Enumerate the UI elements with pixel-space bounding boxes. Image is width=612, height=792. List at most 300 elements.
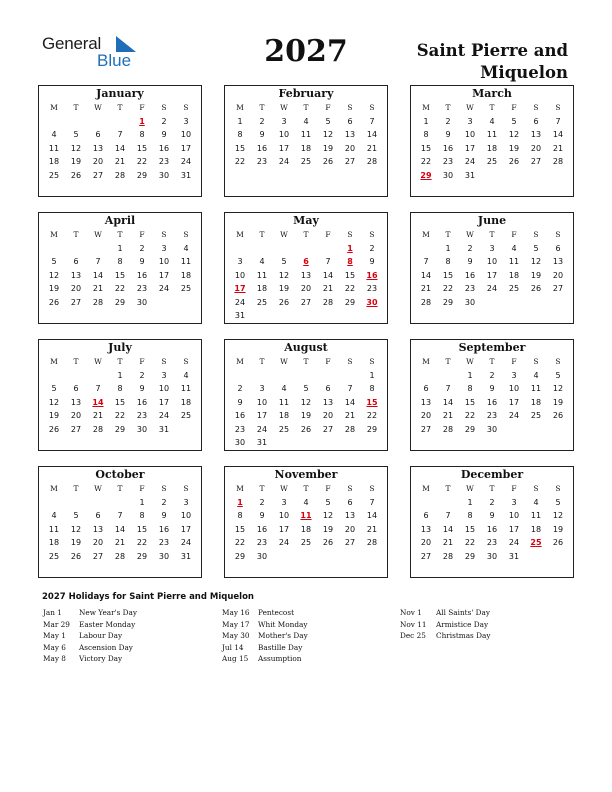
day-cell: 14	[114, 143, 126, 153]
day-cell: 1	[467, 497, 473, 507]
weekday-label: S	[183, 484, 189, 493]
holiday-date: May 30	[222, 631, 250, 640]
day-cell: 13	[344, 130, 356, 139]
day-cell: 19	[48, 411, 60, 420]
holiday-name: Assumption	[258, 654, 302, 663]
empty-cell	[295, 369, 317, 383]
day-cell: 13	[530, 130, 542, 139]
day-cell: 2	[237, 384, 243, 393]
day-cell: 25	[180, 284, 192, 293]
day-cell: 8	[237, 511, 243, 520]
day-cell: 2	[467, 243, 473, 253]
day-cell: 5	[73, 511, 79, 520]
day-cell: 10	[158, 257, 170, 266]
day-cell: 9	[467, 257, 473, 266]
day-cell: 11	[180, 257, 192, 266]
holiday-row	[43, 630, 137, 642]
day-cell: 14	[442, 524, 454, 534]
day-cell: 26	[552, 411, 564, 420]
holiday-date: May 16	[222, 608, 250, 617]
day-cell: 12	[70, 143, 82, 153]
month-march	[410, 85, 574, 197]
weekday-label: T	[489, 357, 495, 366]
month-april	[38, 212, 202, 324]
empty-cell	[317, 242, 339, 256]
month-day-grid	[229, 482, 383, 563]
day-cell: 5	[303, 384, 309, 393]
weekday-label: M	[236, 103, 244, 112]
day-cell: 3	[183, 116, 189, 126]
day-cell: 8	[237, 130, 243, 139]
day-cell: 7	[555, 116, 561, 126]
day-cell: 19	[278, 284, 290, 293]
weekday-label: F	[325, 357, 331, 366]
weekday-label: T	[303, 357, 309, 366]
day-cell: 30	[486, 424, 498, 434]
day-cell: 25	[300, 157, 312, 166]
day-cell: 10	[158, 384, 170, 393]
month-july	[38, 339, 202, 451]
day-cell: 13	[552, 257, 564, 266]
month-february	[224, 85, 388, 197]
empty-cell	[437, 496, 459, 510]
weekday-label: M	[422, 103, 430, 112]
day-cell: 4	[183, 370, 189, 380]
day-cell: 13	[300, 270, 312, 280]
day-cell: 10	[508, 384, 520, 393]
month-day-grid	[415, 101, 569, 182]
day-cell: 16	[442, 143, 454, 153]
day-cell: 27	[552, 284, 564, 293]
day-cell: 6	[555, 243, 561, 253]
day-cell: 9	[369, 257, 375, 266]
weekday-label: M	[422, 230, 430, 239]
empty-cell	[437, 369, 459, 383]
day-cell: 17	[256, 411, 268, 420]
day-cell: 16	[486, 397, 498, 407]
day-cell: 8	[423, 130, 429, 139]
day-cell: 20	[552, 270, 564, 280]
empty-cell	[87, 496, 109, 510]
day-cell: 23	[158, 538, 170, 547]
day-cell: 13	[420, 524, 432, 534]
day-cell: 15	[136, 143, 148, 153]
month-day-grid	[229, 355, 383, 450]
day-cell: 4	[511, 243, 517, 253]
day-cell: 20	[344, 143, 356, 153]
holiday-column	[400, 607, 490, 642]
day-cell: 13	[344, 511, 356, 520]
weekday-label: W	[466, 230, 474, 239]
weekday-label: S	[369, 484, 375, 493]
day-cell: 5	[511, 116, 517, 126]
holiday-name: Pentecost	[258, 608, 295, 617]
holiday-day-cell: 15	[366, 397, 378, 407]
weekday-label: M	[236, 357, 244, 366]
day-cell: 30	[136, 297, 148, 307]
day-cell: 25	[48, 551, 60, 561]
day-cell: 25	[278, 424, 290, 434]
day-cell: 15	[114, 397, 126, 407]
day-cell: 5	[325, 497, 331, 507]
day-cell: 16	[136, 397, 148, 407]
day-cell: 9	[489, 384, 495, 393]
weekday-label: M	[422, 484, 430, 493]
day-cell: 17	[508, 524, 520, 534]
day-cell: 1	[117, 370, 123, 380]
day-cell: 7	[445, 384, 451, 393]
weekday-label: W	[94, 357, 102, 366]
day-cell: 16	[486, 524, 498, 534]
holiday-date: Nov 1	[400, 608, 422, 617]
day-cell: 16	[256, 143, 268, 153]
weekday-label: F	[325, 230, 331, 239]
holiday-date: Mar 29	[43, 619, 70, 629]
day-cell: 3	[281, 116, 287, 126]
day-cell: 26	[322, 538, 334, 547]
holiday-date: Jul 14	[222, 642, 244, 652]
weekday-label: T	[445, 484, 451, 493]
day-cell: 27	[92, 551, 104, 561]
empty-cell	[251, 242, 273, 256]
day-cell: 26	[70, 170, 82, 180]
empty-cell	[415, 242, 437, 256]
weekday-label: T	[303, 484, 309, 493]
day-cell: 11	[256, 270, 268, 280]
day-cell: 21	[366, 143, 378, 153]
day-cell: 25	[508, 284, 520, 293]
day-cell: 19	[322, 143, 334, 153]
day-cell: 24	[180, 538, 192, 547]
day-cell: 22	[114, 284, 126, 293]
day-cell: 25	[256, 297, 268, 307]
month-day-grid	[43, 228, 197, 309]
day-cell: 28	[344, 424, 356, 434]
day-cell: 18	[300, 143, 312, 153]
month-name: October	[95, 468, 145, 481]
day-cell: 28	[114, 170, 126, 180]
day-cell: 19	[552, 397, 564, 407]
weekday-label: M	[236, 230, 244, 239]
day-cell: 3	[183, 497, 189, 507]
day-cell: 8	[467, 384, 473, 393]
holiday-name: Victory Day	[79, 654, 123, 663]
day-cell: 11	[278, 397, 290, 407]
day-cell: 15	[234, 143, 246, 153]
day-cell: 2	[445, 116, 451, 126]
day-cell: 22	[234, 157, 246, 166]
day-cell: 27	[344, 538, 356, 547]
day-cell: 29	[136, 170, 148, 180]
weekday-label: S	[533, 230, 539, 239]
day-cell: 5	[555, 497, 561, 507]
day-cell: 2	[161, 497, 167, 507]
day-cell: 19	[508, 143, 520, 153]
day-cell: 18	[508, 270, 520, 280]
day-cell: 23	[366, 284, 378, 293]
day-cell: 14	[366, 130, 378, 139]
day-cell: 4	[51, 511, 57, 520]
weekday-label: S	[347, 357, 353, 366]
day-cell: 30	[136, 424, 148, 434]
day-cell: 15	[344, 270, 356, 280]
day-cell: 6	[423, 511, 429, 520]
holiday-day-cell: 30	[366, 297, 378, 307]
day-cell: 24	[158, 284, 170, 293]
weekday-label: S	[183, 357, 189, 366]
day-cell: 27	[70, 424, 82, 434]
month-june	[410, 212, 574, 324]
day-cell: 24	[234, 297, 246, 307]
day-cell: 24	[256, 424, 268, 434]
day-cell: 10	[464, 130, 476, 139]
weekday-label: S	[183, 103, 189, 112]
day-cell: 15	[420, 143, 432, 153]
day-cell: 17	[278, 524, 290, 534]
day-cell: 26	[48, 297, 60, 307]
day-cell: 22	[464, 538, 476, 547]
day-cell: 12	[322, 511, 334, 520]
day-cell: 23	[486, 411, 498, 420]
day-cell: 18	[486, 143, 498, 153]
day-cell: 26	[530, 284, 542, 293]
weekday-label: M	[50, 484, 58, 493]
day-cell: 11	[300, 130, 312, 139]
day-cell: 1	[445, 243, 451, 253]
weekday-label: F	[511, 357, 517, 366]
holiday-row	[400, 630, 490, 642]
weekday-label: S	[161, 230, 167, 239]
weekday-label: T	[73, 484, 79, 493]
day-cell: 3	[281, 497, 287, 507]
day-cell: 5	[325, 116, 331, 126]
day-cell: 14	[322, 270, 334, 280]
day-cell: 18	[530, 524, 542, 534]
day-cell: 17	[464, 143, 476, 153]
weekday-label: T	[259, 230, 265, 239]
day-cell: 20	[322, 411, 334, 420]
day-cell: 23	[256, 538, 268, 547]
holiday-name: Labour Day	[79, 631, 123, 640]
day-cell: 23	[256, 157, 268, 166]
holiday-row	[222, 607, 308, 619]
month-december	[410, 466, 574, 578]
day-cell: 9	[259, 130, 265, 139]
day-cell: 26	[552, 538, 564, 547]
holiday-day-cell: 29	[420, 170, 432, 180]
day-cell: 9	[237, 397, 243, 407]
day-cell: 2	[259, 497, 265, 507]
day-cell: 6	[325, 384, 331, 393]
month-january	[38, 85, 202, 197]
day-cell: 26	[508, 157, 520, 166]
day-cell: 28	[92, 297, 104, 307]
day-cell: 12	[508, 130, 520, 139]
holiday-date: Aug 15	[222, 654, 249, 663]
day-cell: 29	[114, 424, 126, 434]
day-cell: 21	[366, 524, 378, 534]
day-cell: 18	[180, 397, 192, 407]
day-cell: 9	[161, 130, 167, 139]
holiday-date: Dec 25	[400, 631, 426, 640]
empty-cell	[43, 242, 65, 256]
day-cell: 13	[70, 397, 82, 407]
day-cell: 30	[442, 170, 454, 180]
weekday-label: S	[161, 103, 167, 112]
holiday-day-cell: 1	[139, 116, 145, 126]
holiday-date: May 1	[43, 631, 66, 640]
month-day-grid	[43, 482, 197, 563]
day-cell: 2	[489, 497, 495, 507]
weekday-label: F	[511, 484, 517, 493]
day-cell: 28	[92, 424, 104, 434]
holiday-day-cell: 25	[530, 538, 542, 547]
empty-cell	[273, 369, 295, 383]
weekday-label: S	[369, 357, 375, 366]
empty-cell	[87, 115, 109, 129]
day-cell: 24	[158, 411, 170, 420]
day-cell: 6	[95, 511, 101, 520]
day-cell: 26	[300, 424, 312, 434]
month-day-grid	[415, 228, 569, 309]
day-cell: 8	[139, 511, 145, 520]
holiday-date: May 8	[43, 654, 66, 663]
holiday-name: Whit Monday	[258, 619, 308, 629]
empty-cell	[43, 369, 65, 383]
weekday-label: W	[94, 230, 102, 239]
weekday-label: S	[533, 484, 539, 493]
day-cell: 17	[508, 397, 520, 407]
month-day-grid	[229, 228, 383, 323]
day-cell: 23	[464, 284, 476, 293]
day-cell: 19	[300, 411, 312, 420]
day-cell: 10	[508, 511, 520, 520]
day-cell: 24	[278, 538, 290, 547]
day-cell: 6	[423, 384, 429, 393]
day-cell: 22	[464, 411, 476, 420]
weekday-label: T	[489, 484, 495, 493]
holiday-date: May 6	[43, 642, 66, 652]
weekday-label: T	[73, 357, 79, 366]
day-cell: 30	[464, 297, 476, 307]
month-august	[224, 339, 388, 451]
day-cell: 27	[322, 424, 334, 434]
holiday-row	[222, 642, 308, 654]
holiday-column	[222, 607, 308, 665]
day-cell: 20	[420, 411, 432, 420]
day-cell: 11	[530, 384, 542, 393]
weekday-label: F	[511, 103, 517, 112]
holiday-name: Armistice Day	[436, 619, 489, 629]
day-cell: 25	[48, 170, 60, 180]
day-cell: 4	[533, 497, 539, 507]
weekday-label: T	[303, 103, 309, 112]
day-cell: 21	[114, 538, 126, 547]
day-cell: 16	[256, 524, 268, 534]
day-cell: 4	[259, 257, 265, 266]
month-may	[224, 212, 388, 324]
weekday-label: F	[325, 484, 331, 493]
day-cell: 6	[73, 257, 79, 266]
day-cell: 10	[180, 130, 192, 139]
day-cell: 19	[48, 284, 60, 293]
day-cell: 4	[51, 130, 57, 139]
day-cell: 23	[136, 411, 148, 420]
day-cell: 8	[117, 257, 123, 266]
day-cell: 8	[139, 130, 145, 139]
month-day-grid	[229, 101, 383, 169]
day-cell: 1	[117, 243, 123, 253]
weekday-label: S	[347, 484, 353, 493]
day-cell: 19	[530, 270, 542, 280]
day-cell: 2	[161, 116, 167, 126]
day-cell: 18	[48, 157, 60, 166]
day-cell: 1	[237, 116, 243, 126]
weekday-label: S	[555, 230, 561, 239]
day-cell: 8	[445, 257, 451, 266]
day-cell: 20	[92, 538, 104, 547]
day-cell: 27	[344, 157, 356, 166]
day-cell: 24	[486, 284, 498, 293]
day-cell: 15	[114, 270, 126, 280]
day-cell: 29	[464, 551, 476, 561]
holiday-name: Christmas Day	[436, 631, 491, 640]
day-cell: 28	[322, 297, 334, 307]
day-cell: 10	[278, 511, 290, 520]
day-cell: 12	[552, 384, 564, 393]
month-name: September	[458, 341, 526, 354]
day-cell: 15	[464, 397, 476, 407]
holiday-row	[43, 619, 137, 631]
day-cell: 11	[180, 384, 192, 393]
empty-cell	[109, 115, 131, 129]
weekday-label: M	[422, 357, 430, 366]
day-cell: 21	[92, 284, 104, 293]
day-cell: 6	[95, 130, 101, 139]
day-cell: 22	[344, 284, 356, 293]
day-cell: 7	[117, 130, 123, 139]
empty-cell	[273, 242, 295, 256]
day-cell: 1	[467, 370, 473, 380]
weekday-label: W	[466, 357, 474, 366]
weekday-label: F	[139, 103, 145, 112]
empty-cell	[251, 369, 273, 383]
empty-cell	[87, 242, 109, 256]
holiday-date: Jan 1	[43, 608, 62, 617]
weekday-label: F	[139, 357, 145, 366]
day-cell: 6	[347, 497, 353, 507]
day-cell: 14	[366, 511, 378, 520]
empty-cell	[415, 496, 437, 510]
weekday-label: M	[50, 103, 58, 112]
empty-cell	[43, 496, 65, 510]
day-cell: 27	[530, 157, 542, 166]
day-cell: 16	[158, 524, 170, 534]
day-cell: 14	[344, 397, 356, 407]
day-cell: 19	[70, 538, 82, 547]
day-cell: 17	[486, 270, 498, 280]
empty-cell	[229, 369, 251, 383]
month-day-grid	[415, 482, 569, 563]
day-cell: 16	[464, 270, 476, 280]
weekday-label: T	[117, 484, 123, 493]
day-cell: 24	[464, 157, 476, 166]
holiday-row	[400, 607, 490, 619]
day-cell: 12	[530, 257, 542, 266]
day-cell: 2	[369, 243, 375, 253]
holiday-row	[43, 642, 137, 654]
day-cell: 16	[136, 270, 148, 280]
